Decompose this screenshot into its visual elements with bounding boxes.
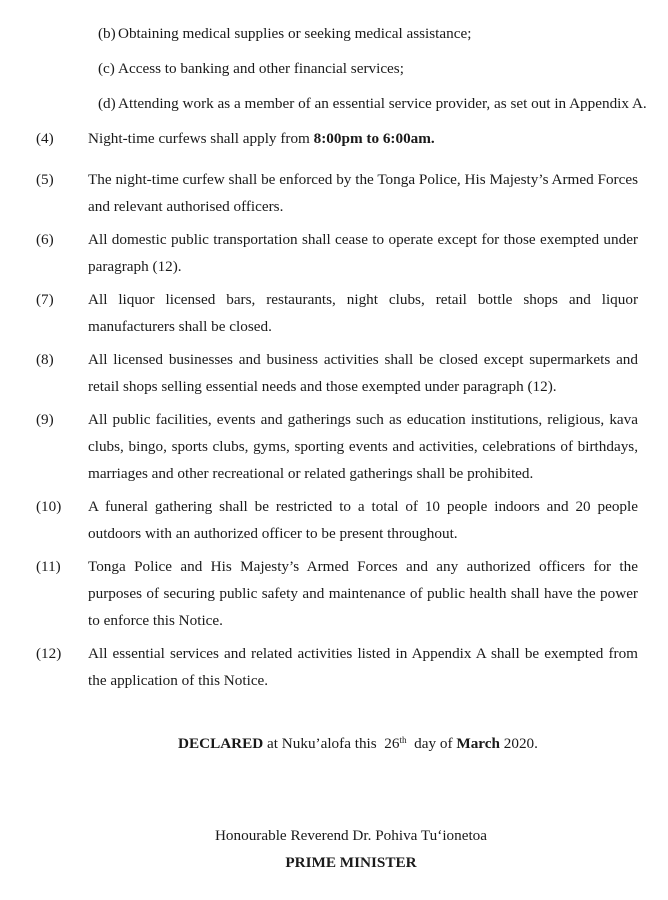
clause-number: (8) (36, 351, 54, 368)
clause-number: (7) (36, 291, 54, 308)
signatory-name: Honourable Reverend Dr. Pohiva Tu‘ionetoa (214, 827, 488, 844)
clause-row (36, 346, 638, 400)
sub-clause-text: Access to banking and other financial services; (118, 60, 404, 77)
signatory-title: PRIME MINISTER (285, 854, 417, 871)
text-segment: The night-time curfew shall be enforced by the Tonga Police, His Majesty’s Armed Forces and relevant authorised officers. (88, 171, 638, 215)
clause-row (36, 226, 638, 280)
clause-row (36, 406, 638, 487)
ordinal-suffix: th (399, 735, 407, 746)
clause-text (88, 553, 638, 634)
sub-clause-label: (c) (98, 60, 115, 77)
text-segment: All public facilities, events and gatherings such as education institutions, religious, kava clubs, bingo, sports clubs, gyms, sporting events and activities, celebrations of birthdays, marriages and other recreational or related gatherings shall be prohibited. (88, 411, 638, 482)
clause-row (36, 640, 638, 694)
text-segment: at Nuku’alofa this 26 (263, 735, 400, 752)
clause-text (88, 406, 638, 487)
clause-row (36, 286, 638, 340)
sub-clause (98, 20, 638, 47)
clause-text (88, 226, 638, 280)
clause-number: (10) (36, 498, 62, 515)
clause-text (88, 493, 638, 547)
text-segment: All essential services and related activities listed in Appendix A shall be exempted from the application of this Notice. (88, 645, 638, 689)
bold-text-segment: DECLARED (178, 735, 264, 752)
clause-list (36, 125, 638, 694)
clause-text (88, 640, 638, 694)
clause-row (36, 166, 638, 220)
sub-clause-list (98, 20, 647, 117)
clause-text (88, 166, 638, 220)
clause-row (36, 493, 638, 547)
clause-number: (4) (36, 130, 54, 147)
clause-text (88, 125, 435, 152)
clause-number: (12) (36, 645, 62, 662)
sub-clause-text: Attending work as a member of an essential service provider, as set out in Appendix A. (118, 95, 647, 112)
sub-clause-text: Obtaining medical supplies or seeking medical assistance; (118, 25, 472, 42)
text-segment: 2020. (499, 735, 538, 752)
text-segment: All licensed businesses and business activities shall be closed except supermarkets and retail shops selling essential needs and those exempted under paragraph (12). (88, 351, 638, 395)
sub-clause (98, 90, 647, 117)
sub-clause-label: (b) (98, 25, 116, 42)
text-segment: All liquor licensed bars, restaurants, night clubs, retail bottle shops and liquor manufacturers shall be closed. (88, 291, 638, 335)
clause-row (36, 125, 638, 152)
declaration-line (178, 730, 638, 759)
sub-clause-label: (d) (98, 95, 116, 112)
text-segment: day of (406, 735, 457, 752)
bold-text-segment: 8:00pm to 6:00am. (313, 130, 435, 147)
clause-number: (11) (36, 558, 61, 575)
text-segment: Night-time curfews shall apply from (88, 130, 314, 147)
clause-row (36, 553, 638, 634)
sub-clause (98, 55, 638, 82)
text-segment: All domestic public transportation shall cease to operate except for those exempted under paragraph (12). (88, 231, 638, 275)
clause-text (88, 346, 638, 400)
clause-number: (5) (36, 171, 54, 188)
bold-text-segment: March (456, 735, 500, 752)
text-segment: A funeral gathering shall be restricted to a total of 10 people indoors and 20 people outdoors with an authorized officer to be present throughout. (88, 498, 638, 542)
clause-number: (9) (36, 411, 54, 428)
clause-number: (6) (36, 231, 54, 248)
signature-block (36, 822, 638, 876)
clause-text (88, 286, 638, 340)
text-segment: Tonga Police and His Majesty’s Armed Forces and any authorized officers for the purposes of securing public safety and maintenance of public health shall have the power to enforce this Notice. (88, 558, 638, 629)
